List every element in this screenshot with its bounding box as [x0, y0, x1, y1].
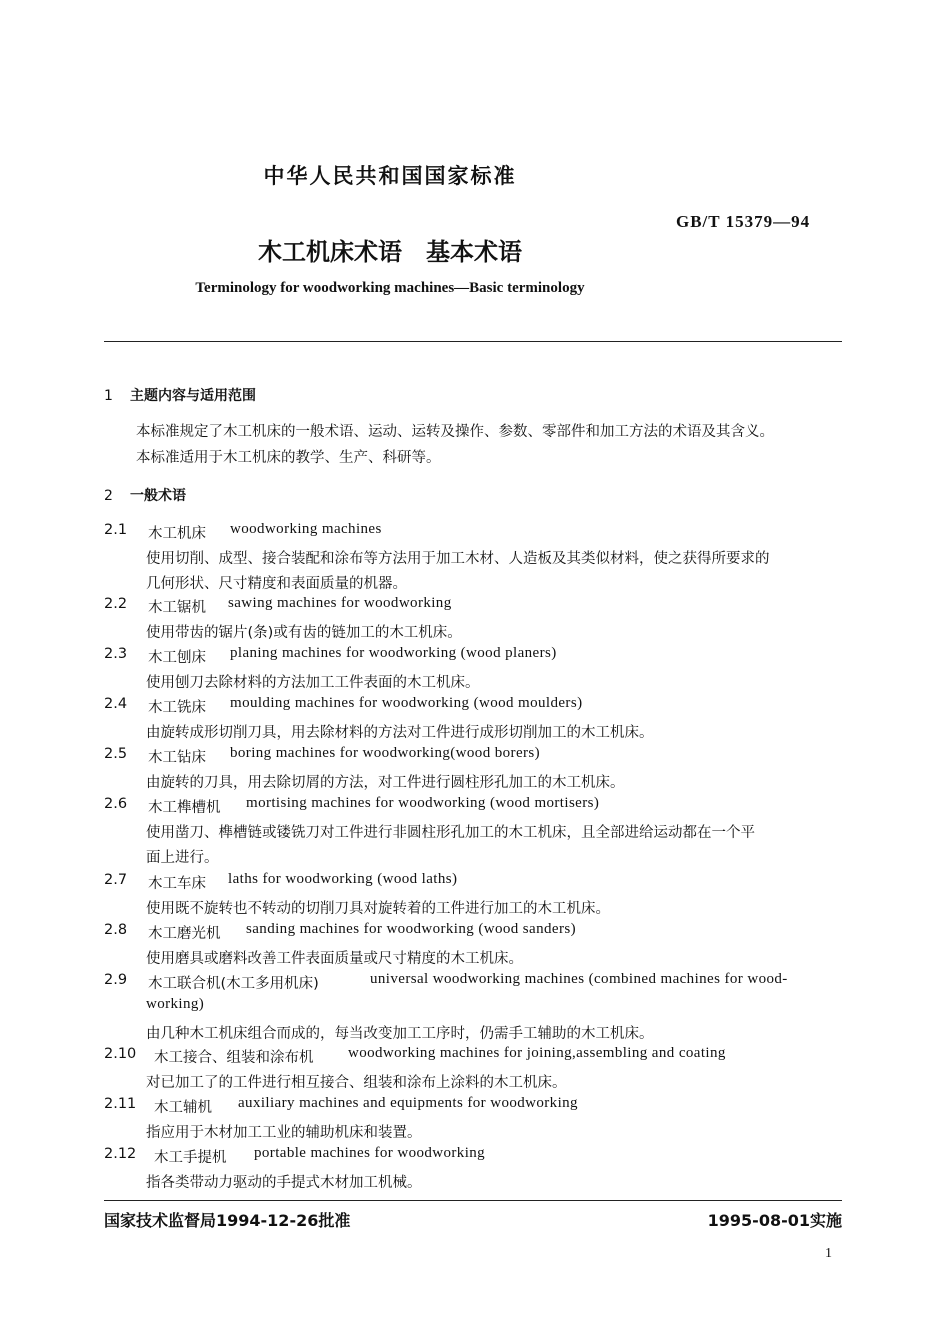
term-number: 2.6 [104, 796, 128, 812]
term-definition: 使用切削、成型、接合装配和涂布等方法用于加工木材、人造板及其类似材料，使之获得所要求的 [146, 551, 770, 567]
term-definition: 由几种木工机床组合而成的，每当改变加工工序时，仍需手工辅助的木工机床。 [146, 1026, 654, 1042]
term-number: 2.7 [104, 872, 128, 888]
term-number: 2.9 [104, 972, 128, 988]
issuing-organization: 中华人民共和国国家标准 [263, 164, 517, 188]
term-definition: 由旋转成形切削刀具，用去除材料的方法对工件进行成形切削加工的木工机床。 [146, 725, 654, 741]
document-title-english: Terminology for woodworking machines—Basic terminology [195, 280, 585, 296]
term-english: mortising machines for woodworking (wood mortisers) [246, 795, 600, 811]
standard-code: GB/T 15379—94 [676, 212, 811, 231]
term-english: woodworking machines [230, 521, 382, 537]
term-definition: 由旋转的刀具，用去除切屑的方法，对工件进行圆柱形孔加工的木工机床。 [146, 775, 625, 791]
term-english: sanding machines for woodworking (wood sanders) [246, 921, 576, 937]
term-definition: 使用既不旋转也不转动的切削刀具对旋转着的工件进行加工的木工机床。 [146, 901, 610, 917]
term-english: universal woodworking machines (combined machines for wood- [370, 971, 788, 987]
page-number: 1 [825, 1246, 832, 1261]
term-chinese: 木工辅机 [154, 1100, 212, 1116]
implementation-date: 1995-08-01实施 [707, 1211, 842, 1230]
document-title-chinese: 木工机床术语 基本术语 [258, 238, 522, 266]
term-english: boring machines for woodworking(wood borers) [230, 745, 541, 761]
footer-divider [104, 1200, 842, 1201]
term-definition: 指应用于木材加工工业的辅助机床和装置。 [146, 1125, 422, 1141]
term-definition: 使用磨具或磨料改善工件表面质量或尺寸精度的木工机床。 [146, 951, 523, 967]
term-number: 2.10 [104, 1046, 137, 1062]
term-english-continued: working) [146, 996, 205, 1012]
term-chinese: 木工联合机(木工多用机床) [148, 976, 319, 992]
term-definition: 使用刨刀去除材料的方法加工工件表面的木工机床。 [146, 675, 480, 691]
term-chinese: 木工接合、组装和涂布机 [154, 1050, 314, 1066]
term-number: 2.4 [104, 696, 128, 712]
term-definition: 面上进行。 [146, 850, 219, 866]
term-english: moulding machines for woodworking (wood moulders) [230, 695, 583, 711]
term-chinese: 木工榫槽机 [148, 800, 221, 816]
section-1-heading [104, 385, 256, 405]
section-2-heading [104, 485, 186, 505]
term-number: 2.3 [104, 646, 128, 662]
scope-paragraph: 本标准规定了木工机床的一般术语、运动、运转及操作、参数、零部件和加工方法的术语及其含义。 [136, 424, 774, 440]
term-number: 2.8 [104, 922, 128, 938]
section-title: 一般术语 [130, 488, 186, 504]
section-number: 1 [104, 388, 113, 404]
term-chinese: 木工锯机 [148, 600, 206, 616]
term-chinese: 木工磨光机 [148, 926, 221, 942]
term-number: 2.11 [104, 1096, 137, 1112]
term-english: auxiliary machines and equipments for woodworking [238, 1095, 578, 1111]
term-chinese: 木工机床 [148, 526, 206, 542]
term-definition: 指各类带动力驱动的手提式木材加工机械。 [146, 1175, 422, 1191]
applicability-paragraph: 本标准适用于木工机床的教学、生产、科研等。 [136, 450, 441, 466]
term-chinese: 木工车床 [148, 876, 206, 892]
term-number: 2.12 [104, 1146, 137, 1162]
term-chinese: 木工钻床 [148, 750, 206, 766]
term-english: sawing machines for woodworking [228, 595, 452, 611]
term-chinese: 木工刨床 [148, 650, 206, 666]
term-english: planing machines for woodworking (wood planers) [230, 645, 557, 661]
term-definition: 使用凿刀、榫槽链或镂铣刀对工件进行非圆柱形孔加工的木工机床，且全部进给运动都在一个平 [146, 825, 755, 841]
term-english: portable machines for woodworking [254, 1145, 486, 1161]
term-definition: 使用带齿的锯片(条)或有齿的链加工的木工机床。 [146, 625, 462, 641]
term-definition: 几何形状、尺寸精度和表面质量的机器。 [146, 576, 407, 592]
approval-date: 国家技术监督局1994-12-26批准 [104, 1211, 351, 1230]
section-title: 主题内容与适用范围 [130, 388, 256, 404]
term-number: 2.5 [104, 746, 128, 762]
term-number: 2.1 [104, 522, 128, 538]
section-number: 2 [104, 488, 113, 504]
term-english: woodworking machines for joining,assembling and coating [348, 1045, 726, 1061]
term-number: 2.2 [104, 596, 128, 612]
term-english: laths for woodworking (wood laths) [228, 871, 458, 887]
term-definition: 对已加工了的工件进行相互接合、组装和涂布上涂料的木工机床。 [146, 1075, 567, 1091]
header-divider [104, 341, 842, 342]
term-chinese: 木工手提机 [154, 1150, 227, 1166]
term-chinese: 木工铣床 [148, 700, 206, 716]
